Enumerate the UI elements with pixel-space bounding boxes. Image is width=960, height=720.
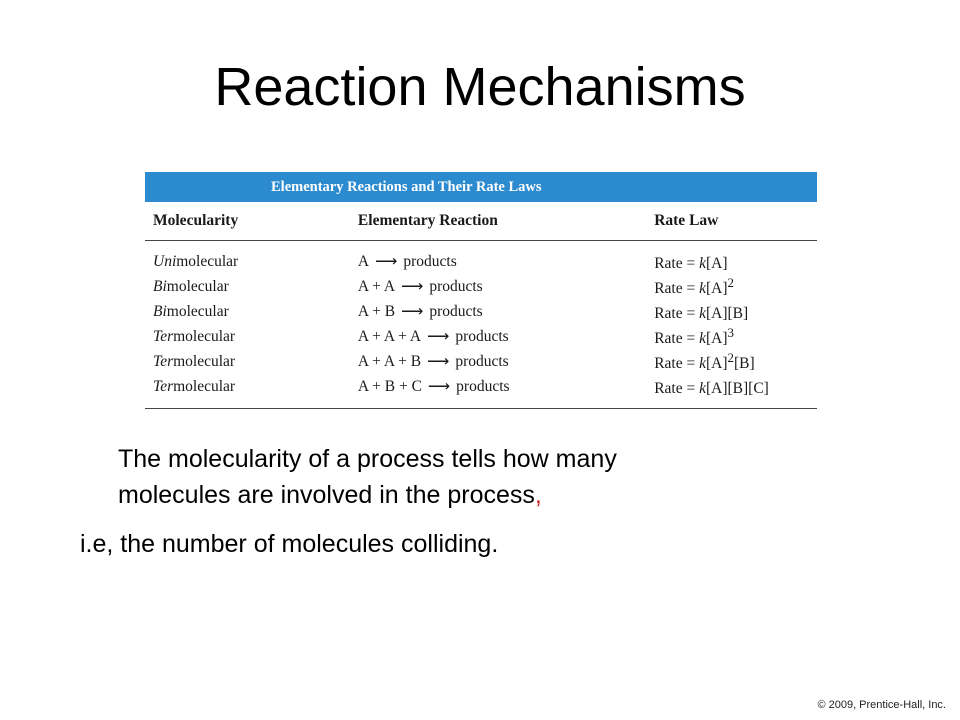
molecularity-cell [145,374,358,409]
rate-constant: k [699,330,706,348]
molecularity-cell [145,241,358,275]
rate-label: Rate = [654,305,700,323]
products: products [429,303,483,320]
rate-law-cell [654,349,817,374]
rate-concentrations: [A][B][C] [706,380,769,398]
molecularity-suffix: molecular [166,302,229,320]
reaction-cell [358,374,654,409]
reaction-arrow-icon: ⟶ [427,328,450,345]
rate-label: Rate = [654,380,700,398]
rate-law-cell [654,274,817,299]
reactants: A + B [357,303,396,320]
molecularity-prefix: Bi [153,302,167,320]
molecularity-suffix: molecular [176,252,239,270]
reaction-cell [358,299,654,324]
products: products [429,278,483,295]
rate-label: Rate = [654,355,700,373]
molecularity-prefix: Bi [153,277,167,295]
molecularity-suffix: molecular [173,377,236,395]
products: products [455,353,509,370]
rate-label: Rate = [654,280,700,298]
molecularity-suffix: molecular [166,277,229,295]
slide-title: Reaction Mechanisms [214,57,746,117]
rate-constant: k [699,280,706,298]
rate-constant: k [699,305,706,323]
molecularity-prefix: Ter [153,352,174,370]
rate-constant: k [699,355,706,373]
table-row [145,241,817,275]
reaction-arrow-icon: ⟶ [427,353,450,370]
reaction-arrow-icon: ⟶ [401,303,424,320]
rate-law-table [145,202,817,409]
copyright-notice: © 2009, Prentice-Hall, Inc. [817,699,946,711]
rate-law-table-figure [145,172,817,404]
table-header-row [145,202,817,241]
red-comma: , [534,481,542,509]
rate-tail: [B] [733,355,755,373]
molecularity-prefix: Ter [153,377,174,395]
rate-label: Rate = [654,330,700,348]
rate-concentrations: [A] [706,355,728,373]
reactants: A [357,253,370,270]
rate-concentrations: [A] [706,255,728,273]
rate-label: Rate = [654,255,700,273]
reactants: A + A + B [357,353,422,370]
molecularity-cell [145,349,358,374]
table-caption: Elementary Reactions and Their Rate Laws [145,172,817,202]
rate-order: 2 [727,274,734,290]
header-molecularity: Molecularity [145,202,358,241]
table-row [145,324,817,349]
molecularity-cell [145,324,358,349]
body-text-line-3: i.e, the number of molecules colliding. [80,530,499,558]
reaction-cell [358,349,654,374]
products: products [456,378,510,395]
body-text-line-1: The molecularity of a process tells how many [118,445,617,473]
molecularity-prefix: Uni [153,252,177,270]
reaction-arrow-icon: ⟶ [401,278,424,295]
rate-law-cell [654,374,817,409]
header-elementary-reaction: Elementary Reaction [358,202,654,241]
body-text-line-2 [118,478,542,512]
rate-concentrations: [A][B] [706,305,749,323]
reactants: A + A [357,278,396,295]
table-row [145,349,817,374]
reaction-arrow-icon: ⟶ [375,253,398,270]
products: products [403,253,457,270]
rate-order: 3 [727,324,734,340]
body-text-line-2-main: molecules are involved in the process [118,481,535,509]
rate-concentrations: [A] [706,280,728,298]
reaction-cell [358,324,654,349]
reaction-cell [358,241,654,275]
products: products [455,328,509,345]
table-row [145,374,817,409]
molecularity-cell [145,299,358,324]
rate-law-cell [654,324,817,349]
table-row [145,299,817,324]
rate-order: 2 [727,349,734,365]
rate-constant: k [699,255,706,273]
reaction-cell [358,274,654,299]
reactants: A + B + C [357,378,422,395]
molecularity-prefix: Ter [153,327,174,345]
table-row [145,274,817,299]
reactants: A + A + A [357,328,422,345]
rate-constant: k [699,380,706,398]
rate-law-cell [654,299,817,324]
molecularity-cell [145,274,358,299]
header-rate-law: Rate Law [654,202,817,241]
molecularity-suffix: molecular [173,352,236,370]
reaction-arrow-icon: ⟶ [427,378,451,395]
rate-concentrations: [A] [706,330,728,348]
rate-law-cell [654,241,817,275]
molecularity-suffix: molecular [173,327,236,345]
